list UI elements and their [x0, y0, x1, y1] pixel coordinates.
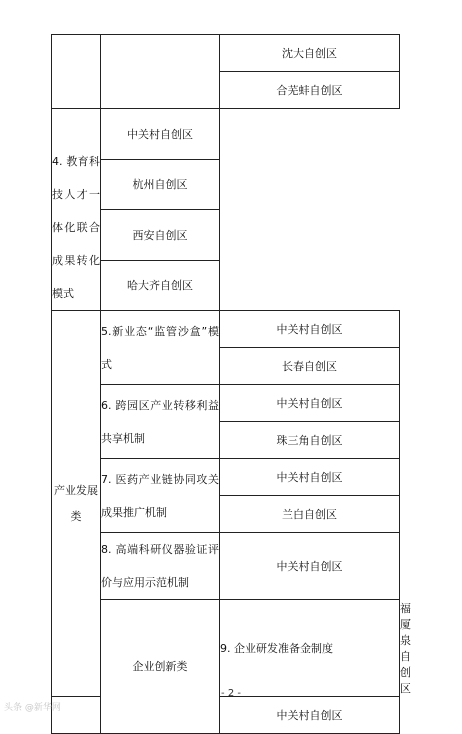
zone-cell: 中关村自创区 — [220, 459, 400, 496]
table-row — [52, 260, 400, 311]
zone-cell: 中关村自创区 — [220, 311, 400, 348]
model-cell: 6. 跨园区产业转移利益共享机制 — [101, 385, 220, 459]
zone-cell: 珠三角自创区 — [220, 422, 400, 459]
category-cell: 企业创新类 — [101, 600, 220, 734]
zone-cell: 长春自创区 — [220, 348, 400, 385]
model-cell: 9. 企业研发准备金制度 — [220, 600, 400, 697]
model-cell: 8. 高端科研仪器验证评价与应用示范机制 — [101, 533, 220, 600]
zone-cell: 中关村自创区 — [220, 533, 400, 600]
table-row — [52, 109, 400, 160]
zone-cell: 合芜蚌自创区 — [220, 72, 400, 109]
table-row — [52, 459, 400, 496]
zone-cell: 沈大自创区 — [220, 35, 400, 72]
watermark: 头条 @新华网 — [4, 703, 61, 713]
pilot-zones-table — [51, 34, 411, 734]
zone-cell: 哈大齐自创区 — [101, 260, 220, 311]
zone-cell: 中关村自创区 — [101, 109, 220, 160]
table-row — [52, 210, 400, 261]
model-label: 4. 教育科技人才一体化联合成果转化模式 — [52, 155, 100, 300]
table-row — [52, 385, 400, 422]
model-cell — [52, 109, 101, 311]
zone-cell: 杭州自创区 — [101, 159, 220, 210]
model-cell: 7. 医药产业链协同攻关成果推广机制 — [101, 459, 220, 533]
page-number: - 2 - — [221, 688, 241, 699]
table-row — [52, 35, 400, 72]
zone-cell: 中关村自创区 — [220, 697, 400, 734]
table-row — [52, 311, 400, 348]
zone-cell: 兰白自创区 — [220, 496, 400, 533]
zone-cell: 中关村自创区 — [220, 385, 400, 422]
table-row — [52, 159, 400, 210]
model-cell: 5.新业态“监管沙盒”模式 — [101, 311, 220, 385]
category-cell-empty — [52, 35, 101, 109]
model-cell-empty — [101, 35, 220, 109]
zone-cell: 西安自创区 — [101, 210, 220, 261]
category-cell: 产业发展类 — [52, 311, 101, 697]
table-row — [52, 533, 400, 600]
table-row: 企业创新类 9. 企业研发准备金制度 福厦泉自创区 — [52, 600, 400, 697]
